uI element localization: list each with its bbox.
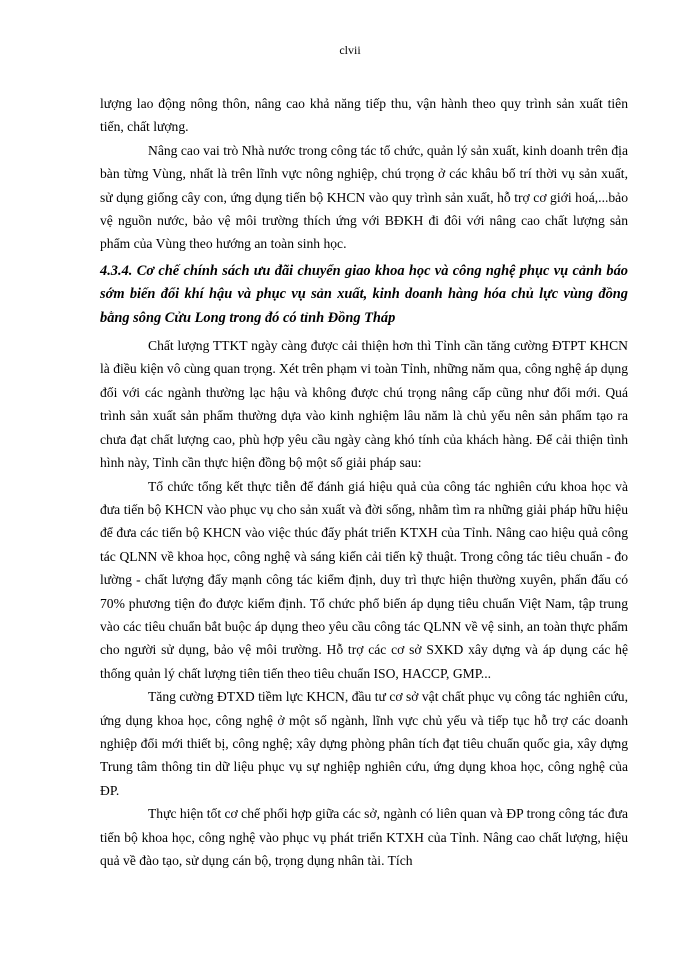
- paragraph: lượng lao động nông thôn, nâng cao khả năng tiếp thu, vận hành theo quy trình sản xuất tiên tiến, chất lượng.: [100, 96, 628, 135]
- paragraph: Chất lượng TTKT ngày càng được cải thiện hơn thì Tỉnh cần tăng cường ĐTPT KHCN là điều kiện vô cùng quan trọng. Xét trên phạm vi toàn Tỉnh, những năm qua, công nghệ áp dụng đối với các ngành thường lạc hậu và không được chú trọng nâng cấp cũng như đổi mới. Quá trình sản xuất sản phẩm thường dựa vào kinh nghiệm lâu năm là chủ yếu nên sản phẩm tạo ra chưa đạt chất lượng cao, phù hợp yêu cầu ngày càng khó tính của khách hàng. Để cải thiện tình hình này, Tỉnh cần thực hiện đồng bộ một số giải pháp sau:: [100, 338, 628, 471]
- section-heading: 4.3.4. Cơ chế chính sách ưu đãi chuyển giao khoa học và công nghệ phục vụ cảnh báo sớm biến đổi khí hậu và phục vụ sản xuất, kinh doanh hàng hóa chủ lực vùng đồng bằng sông Cửu Long trong đó có tỉnh Đồng Tháp: [100, 262, 628, 326]
- document-body: [100, 92, 628, 872]
- page-number: clvii: [339, 43, 361, 57]
- paragraph: Nâng cao vai trò Nhà nước trong công tác tổ chức, quản lý sản xuất, kinh doanh trên địa bàn từng Vùng, nhất là trên lĩnh vực nông nghiệp, chú trọng ở các khâu bố trí thời vụ sản xuất, sử dụng giống cây con, ứng dụng tiến bộ KHCN vào quy trình sản xuất, hỗ trợ cơ giới hoá,...bảo vệ nguồn nước, bảo vệ môi trường thích ứng với BĐKH đi đôi với nâng cao chất lượng sản phẩm của Vùng theo hướng an toàn sinh học.: [100, 142, 628, 252]
- paragraph: Thực hiện tốt cơ chế phối hợp giữa các sở, ngành có liên quan và ĐP trong công tác đưa tiến bộ khoa học, công nghệ vào phục vụ phát triển KTXH của Tỉnh. Nâng cao chất lượng, hiệu quả về đào tạo, sử dụng cán bộ, trọng dụng nhân tài. Tích: [100, 806, 628, 868]
- paragraph: Tổ chức tổng kết thực tiễn để đánh giá hiệu quả của công tác nghiên cứu khoa học và đưa tiến bộ KHCN vào phục vụ cho sản xuất và đời sống, nhằm tìm ra những giải pháp hữu hiệu để đưa các tiến bộ KHCN vào việc thúc đẩy phát triển KTXH của Tỉnh. Nâng cao hiệu quả công tác QLNN về khoa học, công nghệ và sáng kiến cải tiến kỹ thuật. Trong công tác tiêu chuẩn - đo lường - chất lượng đẩy mạnh công tác kiểm định, duy trì thực hiện thường xuyên, phấn đấu có 70% phương tiện đo được kiểm định. Tổ chức phổ biến áp dụng tiêu chuẩn Việt Nam, tập trung vào các tiêu chuẩn bắt buộc áp dụng theo yêu cầu công tác QLNN về vệ sinh, an toàn thực phẩm cho người sử dụng, bảo vệ môi trường. Hỗ trợ các cơ sở SXKD xây dựng và áp dụng các hệ thống quản lý chất lượng tiên tiến theo tiêu chuẩn ISO, HACCP, GMP...: [100, 478, 628, 681]
- paragraph: Tăng cường ĐTXD tiềm lực KHCN, đầu tư cơ sở vật chất phục vụ công tác nghiên cứu, ứng dụng khoa học, công nghệ ở một số ngành, lĩnh vực chủ yếu và tiếp tục hỗ trợ các doanh nghiệp đổi mới thiết bị, công nghệ; xây dựng phòng phân tích đạt tiêu chuẩn quốc gia, xây dựng Trung tâm thông tin dữ liệu phục vụ sự nghiệp nghiên cứu, ứng dụng khoa học, công nghệ của ĐP.: [100, 689, 628, 798]
